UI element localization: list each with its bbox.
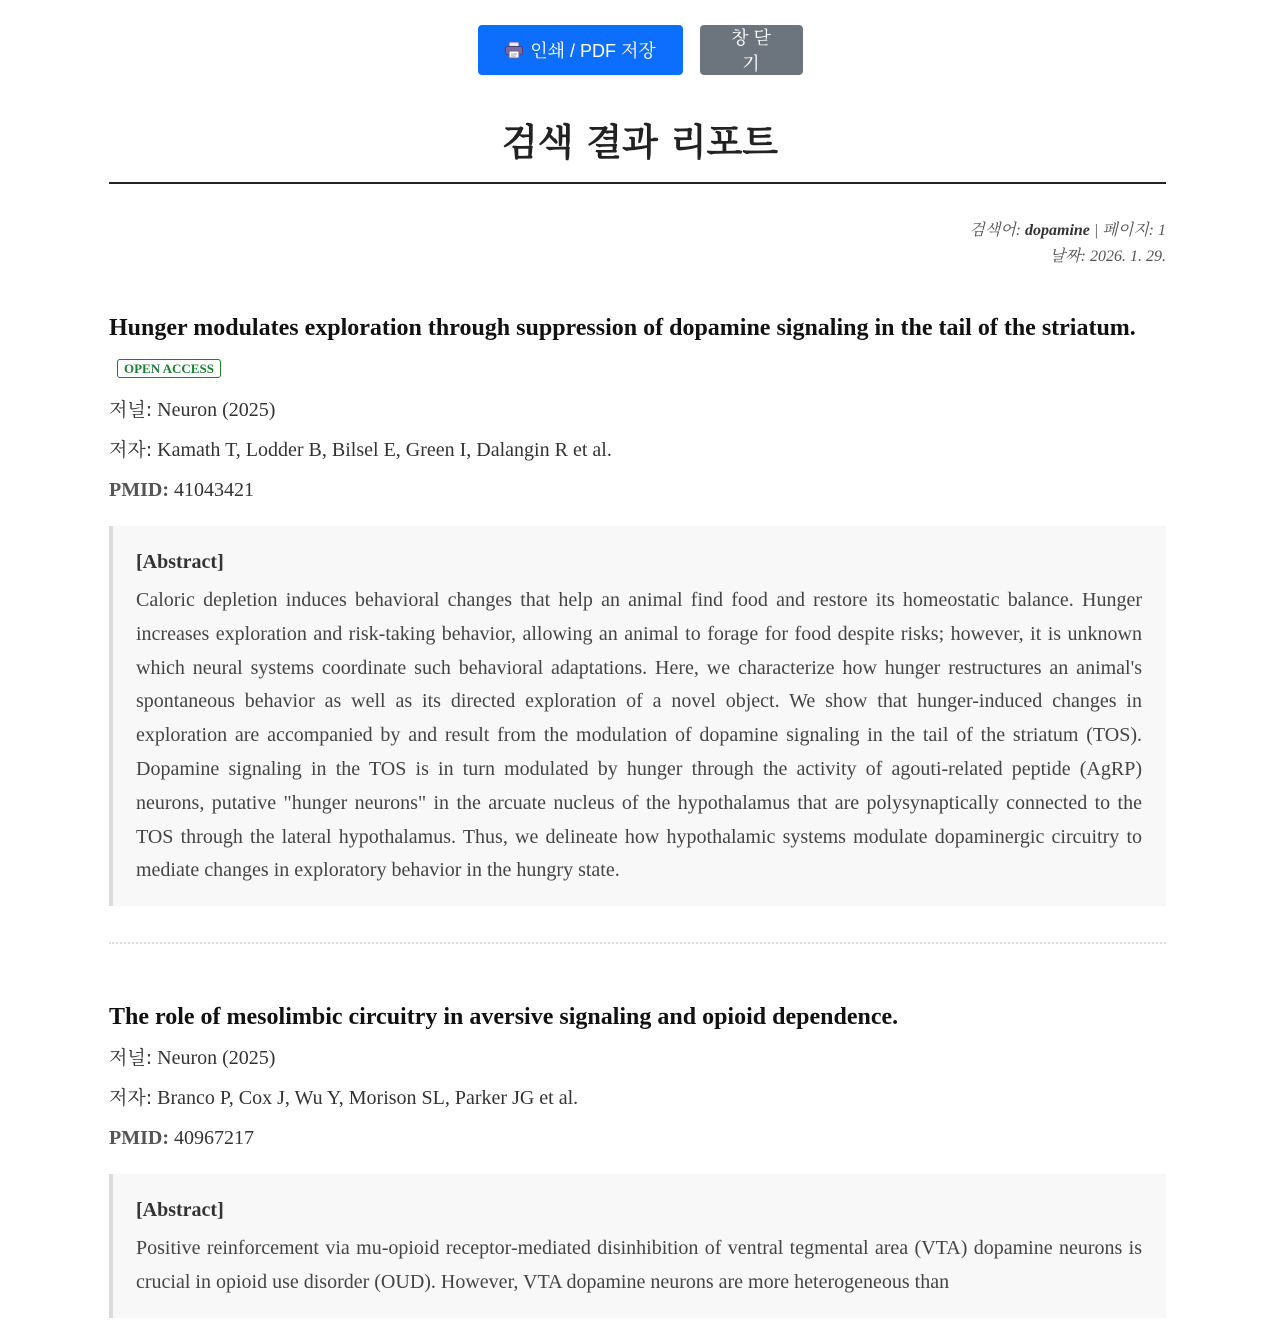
query-line bbox=[969, 218, 1166, 244]
journal-label: 저널: bbox=[109, 1047, 153, 1070]
abstract-box bbox=[109, 526, 1166, 906]
close-window-label: 창 닫기 bbox=[731, 28, 771, 74]
journal-label: 저널: bbox=[109, 399, 153, 421]
toolbar bbox=[0, 25, 1280, 75]
authors-label: 저자: bbox=[109, 439, 153, 461]
authors-line bbox=[109, 1078, 1166, 1118]
abstract-text: Caloric depletion induces behavioral changes that help an animal find food and restore its homeostatic balance. Hunger increases exploration and risk-taking behavior, allowing an animal to forage for food despite risks; however, it is unknown which neural systems coordinate such behavioral adaptations. Here, we characterize how hunger restructures an animal's spontaneous behavior as well as its directed exploration of a novel object. We show that hunger-induced changes in exploration are accompanied by and result from the modulation of dopamine signaling in the tail of the striatum (TOS). Dopamine signaling in the TOS is in turn modulated by hunger through the activity of agouti-related peptide (AgRP) neurons, putative "hunger neurons" in the arcuate nucleus of the hypothalamus that are polysynaptically connected to the TOS through the lateral hypothalamus. Thus, we delineate how hypothalamic systems modulate dopaminergic circuitry to mediate changes in exploratory behavior in the hungry state. bbox=[136, 589, 1142, 882]
print-pdf-button[interactable] bbox=[478, 25, 683, 75]
title-divider bbox=[109, 182, 1166, 184]
journal-line bbox=[109, 390, 1166, 430]
authors-line bbox=[109, 430, 1166, 470]
authors-value: Branco P, Cox J, Wu Y, Morison SL, Parker JG et al. bbox=[157, 1087, 579, 1110]
query-value: dopamine bbox=[1025, 222, 1090, 239]
journal-line bbox=[109, 1038, 1166, 1078]
print-pdf-label: 인쇄 / PDF 저장 bbox=[530, 41, 656, 61]
date-value: 2026. 1. 29. bbox=[1090, 248, 1166, 265]
page-title: 검색 결과 리포트 bbox=[502, 120, 778, 164]
abstract-heading: [Abstract] bbox=[136, 1199, 224, 1222]
abstract-box bbox=[109, 1174, 1166, 1318]
authors-value: Kamath T, Lodder B, Bilsel E, Green I, Dalangin R et al. bbox=[157, 439, 612, 461]
abstract-heading: [Abstract] bbox=[136, 551, 224, 573]
article-title-text: The role of mesolimbic circuitry in aversive signaling and opioid dependence. bbox=[109, 1004, 899, 1031]
article-list bbox=[109, 308, 1166, 1318]
pmid-value: 40967217 bbox=[173, 1127, 254, 1150]
date-label: 날짜: bbox=[1049, 248, 1086, 265]
pmid-line bbox=[109, 470, 1166, 510]
page-value: 1 bbox=[1158, 222, 1166, 239]
article-title bbox=[109, 997, 1166, 1038]
close-window-button[interactable] bbox=[700, 25, 803, 75]
journal-value: Neuron (2025) bbox=[157, 399, 276, 421]
date-line bbox=[969, 244, 1166, 270]
pmid-label: PMID: bbox=[109, 1127, 169, 1150]
pmid-line bbox=[109, 1118, 1166, 1158]
report-meta bbox=[969, 218, 1166, 270]
page-label: | 페이지: bbox=[1093, 222, 1154, 239]
article-title bbox=[109, 308, 1166, 390]
pmid-label: PMID: bbox=[109, 479, 169, 501]
article-item bbox=[109, 997, 1166, 1318]
article-separator bbox=[109, 942, 1166, 944]
printer-icon bbox=[504, 41, 524, 59]
abstract-text: Positive reinforcement via mu-opioid receptor-mediated disinhibition of ventral tegmental area (VTA) dopamine neurons is crucial in opioid use disorder (OUD). However, VTA dopamine neurons are more heterogeneous than bbox=[136, 1237, 1142, 1293]
open-access-badge: OPEN ACCESS bbox=[117, 359, 221, 378]
authors-label: 저자: bbox=[109, 1087, 153, 1110]
article-item bbox=[109, 308, 1166, 906]
journal-value: Neuron (2025) bbox=[157, 1047, 276, 1070]
article-title-text: Hunger modulates exploration through suppression of dopamine signaling in the tail of the striatum. bbox=[109, 315, 1136, 341]
pmid-value: 41043421 bbox=[173, 479, 254, 501]
query-label: 검색어: bbox=[969, 222, 1021, 239]
